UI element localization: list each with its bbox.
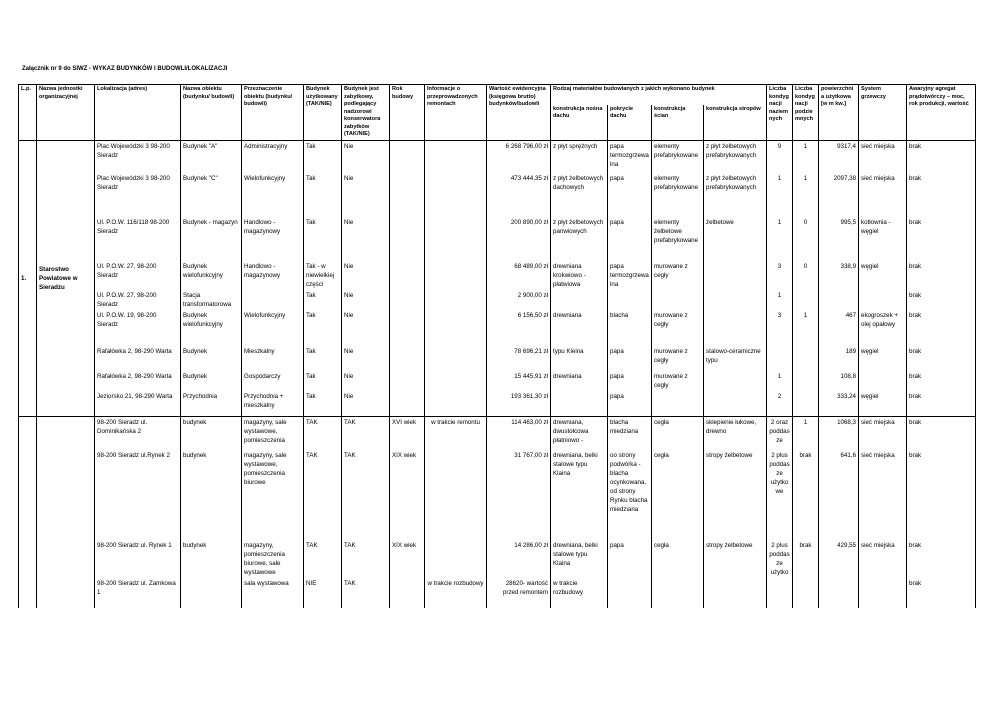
header-historic: Budynek jest zabytkowy, podlegający nadzorowi konserwatora zabytków (TAK/NIE)	[342, 85, 390, 141]
generator-cell: brak	[907, 391, 976, 416]
floors-above-cell: 3	[767, 310, 793, 346]
walls-cell	[652, 391, 704, 416]
purpose-cell: Administracyjny	[242, 140, 304, 173]
area-cell: 338,9	[819, 261, 859, 290]
renovations-cell	[425, 173, 487, 217]
value-cell: 15 445,91 zł	[487, 371, 551, 391]
header-area: powierzchnia użytkowa [w m kw.]	[819, 85, 859, 141]
generator-cell: brak	[907, 416, 976, 450]
area-cell	[819, 578, 859, 608]
heating-cell	[859, 578, 907, 608]
ceilings-cell	[704, 310, 767, 346]
purpose-cell: Wielofunkcyjny	[242, 173, 304, 217]
purpose-cell: Przychodnia + mieszkalny	[242, 391, 304, 416]
floors-above-cell: 9	[767, 140, 793, 173]
header-heating: System grzewczy	[859, 85, 907, 141]
location-cell: 98-200 Sieradz ul. Rynek 1	[95, 540, 181, 578]
purpose-cell: magazyny, sale wystawowe, pomieszczenia	[242, 416, 304, 450]
location-cell: 98-200 Sieradz ul.Rynek 2	[95, 450, 181, 540]
group2-unit-cell	[37, 416, 95, 608]
renovations-cell	[425, 290, 487, 310]
location-cell: Plac Wojewódzki 3 98-200 Sieradz	[95, 173, 181, 217]
area-cell: 333,24	[819, 391, 859, 416]
historic-cell: TAK	[342, 416, 390, 450]
heating-cell: węgiel	[859, 346, 907, 371]
location-cell: Ul. P.O.W. 116/118 98-200 Sieradz	[95, 217, 181, 261]
area-cell: 995,5	[819, 217, 859, 261]
generator-cell: brak	[907, 346, 976, 371]
floors-above-cell: 1	[767, 173, 793, 217]
table-row	[19, 261, 976, 290]
roof-covering-cell	[608, 290, 652, 310]
heating-cell: węgiel	[859, 261, 907, 290]
roof-structure-cell: drewniana, belki stalowe typu Klaina	[551, 450, 608, 540]
value-cell: 6 268 796,00 zł	[487, 140, 551, 173]
ceilings-cell: stalowo-ceramiczne typu	[704, 346, 767, 371]
ceilings-cell	[704, 290, 767, 310]
floors-above-cell: 1	[767, 371, 793, 391]
location-cell: 98-200 Sieradz ul. Zamkowa 1	[95, 578, 181, 608]
roof-covering-cell: blacha miedziana	[608, 416, 652, 450]
renovations-cell	[425, 540, 487, 578]
roof-structure-cell: drewniana	[551, 310, 608, 346]
location-cell: Ul. P.O.W. 27, 98-200 Sieradz	[95, 261, 181, 290]
historic-cell: Nie	[342, 310, 390, 346]
used-cell: Tak	[304, 346, 342, 371]
walls-cell: elementy żelbetowe prefabrykowane	[652, 217, 704, 261]
area-cell	[819, 290, 859, 310]
header-roof-covering: pokrycie dachu	[608, 105, 652, 140]
renovations-cell	[425, 140, 487, 173]
floors-above-cell	[767, 578, 793, 608]
renovations-cell	[425, 310, 487, 346]
floors-below-cell: 1	[793, 310, 819, 346]
buildings-table	[18, 84, 976, 608]
ceilings-cell: stropy żelbetowe	[704, 540, 767, 578]
value-cell: 114 463,00 zł	[487, 416, 551, 450]
generator-cell: brak	[907, 371, 976, 391]
generator-cell: brak	[907, 290, 976, 310]
ceilings-cell	[704, 391, 767, 416]
area-cell: 429,55	[819, 540, 859, 578]
value-cell: 6 156,50 zł	[487, 310, 551, 346]
walls-cell: cegła	[652, 540, 704, 578]
group-unit-cell: Starostwo Powiatowe w Sieradzu	[37, 140, 95, 416]
year-cell	[390, 217, 425, 261]
renovations-cell	[425, 261, 487, 290]
header-floors-below: Liczba kondygnacji podziemnych	[793, 85, 819, 141]
value-cell: 78 696,21 zł	[487, 346, 551, 371]
object-cell	[181, 578, 242, 608]
roof-covering-cell: papa termozgrzewalna	[608, 140, 652, 173]
floors-above-cell: 2 plus poddasze użytko	[767, 540, 793, 578]
used-cell: TAK	[304, 540, 342, 578]
generator-cell: brak	[907, 140, 976, 173]
purpose-cell: magazyny, pomieszczenia biurowe, sale wystawowe	[242, 540, 304, 578]
table-row	[19, 391, 976, 416]
value-cell: 14 286,00 zł	[487, 540, 551, 578]
table-header	[19, 85, 976, 141]
header-walls: konstrukcja ścian	[652, 105, 704, 140]
generator-cell: brak	[907, 540, 976, 578]
year-cell	[390, 371, 425, 391]
roof-structure-cell: z płyt żelbetowych panwiowych	[551, 217, 608, 261]
roof-structure-cell: w trakcie rozbudowy	[551, 578, 608, 608]
roof-covering-cell: papa	[608, 540, 652, 578]
used-cell: Tak	[304, 217, 342, 261]
generator-cell: brak	[907, 173, 976, 217]
used-cell: Tak	[304, 140, 342, 173]
area-cell: 467	[819, 310, 859, 346]
walls-cell: cegła	[652, 450, 704, 540]
year-cell	[390, 261, 425, 290]
walls-cell: cegła	[652, 416, 704, 450]
floors-below-cell: 1	[793, 416, 819, 450]
used-cell: Tak - w niewielkiej części	[304, 261, 342, 290]
purpose-cell: magazyny, sale wystawowe, pomieszczenia biurowe	[242, 450, 304, 540]
table-row	[19, 540, 976, 578]
walls-cell: murowane z cegły	[652, 310, 704, 346]
floors-above-cell: 1	[767, 290, 793, 310]
ceilings-cell: stropy żelbetowe	[704, 450, 767, 540]
historic-cell: Nie	[342, 290, 390, 310]
heating-cell: sieć miejska	[859, 450, 907, 540]
historic-cell: TAK	[342, 540, 390, 578]
floors-above-cell: 2 plus poddasze użytkowe	[767, 450, 793, 540]
table-row	[19, 578, 976, 608]
location-cell: Ul. P.O.W. 19, 98-200 Sieradz	[95, 310, 181, 346]
header-roof-structure: konstrukcja nośna dachu	[551, 105, 608, 140]
value-cell: 200 890,00 zł	[487, 217, 551, 261]
object-cell: budynek	[181, 540, 242, 578]
table-row	[19, 173, 976, 217]
heating-cell: sieć miejska	[859, 140, 907, 173]
walls-cell: murowane z cegły	[652, 371, 704, 391]
header-unit: Nazwa jednostki organizacyjnej	[37, 85, 95, 141]
area-cell: 108,8	[819, 371, 859, 391]
document-title: Załącznik nr 9 do SIWZ - WYKAZ BUDYNKÓW I BUDOWLI/LOKALIZACJI	[22, 66, 228, 72]
table-row	[19, 217, 976, 261]
year-cell	[390, 173, 425, 217]
area-cell: 2097,38	[819, 173, 859, 217]
floors-above-cell: 1	[767, 217, 793, 261]
location-cell: 98-200 Sieradz ul. Dominikańska 2	[95, 416, 181, 450]
roof-covering-cell: oo strony podwórka - blacha ocynkowana, od strony Rynku blacha miedziana	[608, 450, 652, 540]
roof-covering-cell: papa	[608, 371, 652, 391]
object-cell: budynek	[181, 416, 242, 450]
used-cell: TAK	[304, 416, 342, 450]
object-cell: Przychodnia	[181, 391, 242, 416]
historic-cell: Nie	[342, 371, 390, 391]
heating-cell	[859, 290, 907, 310]
header-year: Rok budowy	[390, 85, 425, 141]
renovations-cell	[425, 217, 487, 261]
year-cell	[390, 578, 425, 608]
value-cell: 473 444,35 zł	[487, 173, 551, 217]
generator-cell: brak	[907, 217, 976, 261]
heating-cell: sieć miejska	[859, 173, 907, 217]
area-cell: 189	[819, 346, 859, 371]
purpose-cell: Wielofunkcyjny	[242, 310, 304, 346]
header-object: Nazwa obiektu (budynku/ budowli)	[181, 85, 242, 141]
table-row	[19, 371, 976, 391]
object-cell: budynek	[181, 450, 242, 540]
floors-below-cell: 0	[793, 261, 819, 290]
historic-cell: Nie	[342, 391, 390, 416]
used-cell: Tak	[304, 310, 342, 346]
value-cell: 68 489,00 zł	[487, 261, 551, 290]
table-body	[19, 140, 976, 608]
year-cell	[390, 310, 425, 346]
header-renovations: Informacje o przeprowadzonych remontach	[425, 85, 487, 141]
used-cell: Tak	[304, 173, 342, 217]
object-cell: Stacja transformatorowa	[181, 290, 242, 310]
value-cell: 28620- wartość przed remontem	[487, 578, 551, 608]
ceilings-cell	[704, 578, 767, 608]
year-cell: XIX wiek	[390, 450, 425, 540]
heating-cell: ekogroszek + olej opałowy	[859, 310, 907, 346]
floors-above-cell: 2 oraz poddasze	[767, 416, 793, 450]
object-cell: Budynek "A"	[181, 140, 242, 173]
object-cell: Budynek - magazyn	[181, 217, 242, 261]
roof-covering-cell: blacha	[608, 310, 652, 346]
renovations-cell: w trakcie remontu	[425, 416, 487, 450]
header-location: Lokalizacja (adres)	[95, 85, 181, 141]
header-materials: Rodzaj materiałów budowlanych z jakich wykonano budynek	[551, 85, 767, 105]
generator-cell: brak	[907, 261, 976, 290]
year-cell	[390, 346, 425, 371]
floors-below-cell	[793, 371, 819, 391]
used-cell: TAK	[304, 450, 342, 540]
floors-below-cell	[793, 346, 819, 371]
header-value: Wartość ewidencyjna (księgowa brutto) budynków/budowli	[487, 85, 551, 141]
header-used: Budynek użytkowany (TAK/NIE)	[304, 85, 342, 141]
historic-cell: Nie	[342, 346, 390, 371]
roof-covering-cell: papa	[608, 346, 652, 371]
floors-below-cell	[793, 578, 819, 608]
purpose-cell: Handlowo - magazynowy	[242, 217, 304, 261]
historic-cell: Nie	[342, 217, 390, 261]
ceilings-cell: sklepienie łukowe, drewno	[704, 416, 767, 450]
roof-structure-cell: z płyt żelbetowych dachowych	[551, 173, 608, 217]
renovations-cell	[425, 346, 487, 371]
table-row	[19, 416, 976, 450]
header-floors-above: Liczba kondygnacji naziemnych	[767, 85, 793, 141]
roof-structure-cell	[551, 290, 608, 310]
year-cell	[390, 391, 425, 416]
header-purpose: Przeznaczenie obiektu (budynku/ budowli)	[242, 85, 304, 141]
floors-above-cell: 3	[767, 261, 793, 290]
group-lp-cell: 1.	[19, 140, 37, 416]
location-cell: Jeziorsko 21, 98-290 Warta	[95, 391, 181, 416]
roof-structure-cell: typu Kleina	[551, 346, 608, 371]
floors-below-cell: brak	[793, 540, 819, 578]
roof-structure-cell: drewniana, dwustołcowa płatniowo -	[551, 416, 608, 450]
heating-cell: kotłownia - węgiel	[859, 217, 907, 261]
roof-structure-cell	[551, 391, 608, 416]
floors-below-cell: 0	[793, 217, 819, 261]
ceilings-cell	[704, 371, 767, 391]
historic-cell: Nie	[342, 173, 390, 217]
historic-cell: TAK	[342, 578, 390, 608]
walls-cell	[652, 578, 704, 608]
renovations-cell: w trakcie rozbudowy	[425, 578, 487, 608]
header-generator: Awaryjny agregat prądotwórczy – moc, rok produkcji, wartość	[907, 85, 976, 141]
year-cell	[390, 140, 425, 173]
value-cell: 193 361,30 zł	[487, 391, 551, 416]
roof-covering-cell: papa termozgrzewalna	[608, 261, 652, 290]
location-cell: Rafałówka 2, 98-290 Warta	[95, 346, 181, 371]
ceilings-cell: z płyt żelbetowych prefabrykowanych	[704, 140, 767, 173]
used-cell: Tak	[304, 371, 342, 391]
value-cell: 31 767,00 zł	[487, 450, 551, 540]
area-cell: 641,6	[819, 450, 859, 540]
location-cell: Ul. P.O.W. 27, 98-200 Sieradz	[95, 290, 181, 310]
area-cell: 9317,4	[819, 140, 859, 173]
used-cell: NIE	[304, 578, 342, 608]
object-cell: Budynek	[181, 346, 242, 371]
heating-cell: węgiel	[859, 391, 907, 416]
purpose-cell	[242, 290, 304, 310]
year-cell	[390, 290, 425, 310]
table-row	[19, 310, 976, 346]
location-cell: Rafałówka 2, 98-290 Warta	[95, 371, 181, 391]
location-cell: Plac Wojewódzki 3 98-200 Sieradz	[95, 140, 181, 173]
table-row	[19, 290, 976, 310]
object-cell: Budynek wielofunkcyjny	[181, 261, 242, 290]
renovations-cell	[425, 391, 487, 416]
ceilings-cell: z płyt żelbetowych prefabrykowanych	[704, 173, 767, 217]
ceilings-cell: żelbetowe	[704, 217, 767, 261]
roof-covering-cell	[608, 578, 652, 608]
walls-cell: elementy prefabrykowane	[652, 173, 704, 217]
floors-below-cell	[793, 290, 819, 310]
historic-cell: TAK	[342, 450, 390, 540]
roof-covering-cell: papa	[608, 217, 652, 261]
table-row	[19, 346, 976, 371]
historic-cell: Nie	[342, 140, 390, 173]
header-ceilings: konstrukcja stropów	[704, 105, 767, 140]
generator-cell: brak	[907, 450, 976, 540]
roof-structure-cell: drewniana krokwiowo - płatwiowa	[551, 261, 608, 290]
purpose-cell: Mieszkalny	[242, 346, 304, 371]
roof-covering-cell: papa	[608, 173, 652, 217]
walls-cell: murowane z cegły	[652, 346, 704, 371]
floors-below-cell: brak	[793, 450, 819, 540]
used-cell: Tak	[304, 391, 342, 416]
table-row	[19, 450, 976, 540]
floors-above-cell: 2	[767, 391, 793, 416]
object-cell: Budynek	[181, 371, 242, 391]
roof-structure-cell: z płyt sprężnych	[551, 140, 608, 173]
roof-structure-cell: drewniana	[551, 371, 608, 391]
floors-below-cell: 1	[793, 140, 819, 173]
purpose-cell: sala wystawowa	[242, 578, 304, 608]
table-row	[19, 140, 976, 173]
heating-cell: sieć miejska	[859, 416, 907, 450]
walls-cell: murowane z cegły	[652, 261, 704, 290]
floors-below-cell: 1	[793, 173, 819, 217]
renovations-cell	[425, 371, 487, 391]
walls-cell	[652, 290, 704, 310]
used-cell: Tak	[304, 290, 342, 310]
roof-covering-cell: papa	[608, 391, 652, 416]
object-cell: Budynek wielofunkcyjny	[181, 310, 242, 346]
heating-cell: sieć miejska	[859, 540, 907, 578]
header-lp: L.p.	[19, 85, 37, 141]
purpose-cell: Gospodarczy	[242, 371, 304, 391]
group2-lp-cell	[19, 416, 37, 608]
roof-structure-cell: drewniana, belki stalowe typu Klaina	[551, 540, 608, 578]
walls-cell: elementy prefabrykowane	[652, 140, 704, 173]
generator-cell: brak	[907, 578, 976, 608]
value-cell: 2 900,00 zł	[487, 290, 551, 310]
floors-above-cell	[767, 346, 793, 371]
historic-cell: Nie	[342, 261, 390, 290]
generator-cell: brak	[907, 310, 976, 346]
year-cell: XVI wiek	[390, 416, 425, 450]
year-cell: XIX wiek	[390, 540, 425, 578]
floors-below-cell	[793, 391, 819, 416]
renovations-cell	[425, 450, 487, 540]
purpose-cell: Handlowo - magazynowy	[242, 261, 304, 290]
object-cell: Budynek "C"	[181, 173, 242, 217]
ceilings-cell	[704, 261, 767, 290]
area-cell: 1068,3	[819, 416, 859, 450]
heating-cell	[859, 371, 907, 391]
